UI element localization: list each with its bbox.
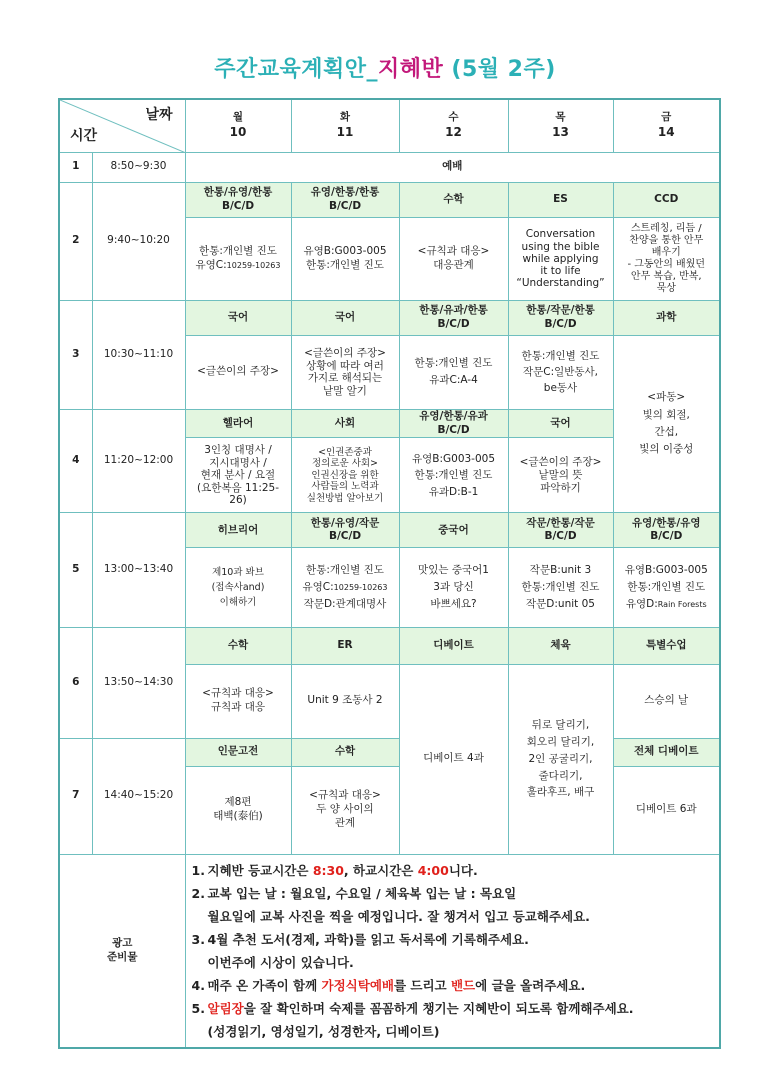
period-time: 9:40~10:20 (92, 182, 185, 300)
header-corner (59, 99, 185, 152)
content-cell: Unit 9 조동사 2 (291, 664, 399, 738)
content-cell: <인권존중과 정의로운 사회> 인권신장을 위한 사람들의 노력과 실천방법 알아보기 (291, 438, 399, 513)
notices-row (59, 854, 720, 1048)
subject-cell: 디베이트 (399, 627, 508, 664)
header-row (59, 99, 720, 152)
weekly-schedule-table (58, 98, 721, 1049)
subject-cell: 유영/한통/한통 B/C/D (291, 182, 399, 217)
content-cell: 스승의 날 (613, 664, 720, 738)
content-cell: 유영B:G003-005 한통:개인별 진도 유영D:Rain Forests (613, 548, 720, 627)
subject-cell: 수학 (291, 738, 399, 766)
day-header-mon: 월 10 (185, 99, 291, 152)
subject-cell: 국어 (185, 300, 291, 335)
content-cell: 한통:개인별 진도 작문C:일반동사, be동사 (508, 335, 613, 409)
content-cell: Conversation using the bible while applying it to life “Understanding” (508, 217, 613, 300)
content-cell: 맛있는 중국어1 3과 당신 바쁘세요? (399, 548, 508, 627)
day-header-tue: 화 11 (291, 99, 399, 152)
page-title: 주간교육계획안_지혜반 (5월 2주) (214, 57, 556, 82)
period-time: 10:30~11:10 (92, 300, 185, 409)
period-time: 13:00~13:40 (92, 513, 185, 627)
day-header-thu: 목 13 (508, 99, 613, 152)
period-number: 1 (59, 152, 92, 182)
notice-continuation: 월요일에 교복 사진을 찍을 예정입니다. 잘 챙겨서 입고 등교해주세요. (207, 908, 590, 924)
subject-cell: 수학 (399, 182, 508, 217)
subject-cell: 국어 (508, 409, 613, 438)
period-number: 4 (59, 409, 92, 513)
content-cell: <규칙과 대응> 대응관계 (399, 217, 508, 300)
subject-cell: 헬라어 (185, 409, 291, 438)
content-cell: 한통:개인별 진도 유과C:A-4 (399, 335, 508, 409)
date-axis-label: 날짜 (145, 107, 173, 123)
subject-cell: 사회 (291, 409, 399, 438)
subject-cell: 국어 (291, 300, 399, 335)
period-number: 2 (59, 182, 92, 300)
period-number: 6 (59, 627, 92, 738)
subject-cell: 수학 (185, 627, 291, 664)
content-cell: 작문B:unit 3 한통:개인별 진도 작문D:unit 05 (508, 548, 613, 627)
worship-cell: 예배 (185, 152, 720, 182)
content-cell: 뒤로 달리기, 회오리 달리기, 2인 공굴리기, 줄다리기, 훌라후프, 배구 (508, 664, 613, 854)
period-row-2-subjects (59, 182, 720, 217)
subject-cell: 특별수업 (613, 627, 720, 664)
content-cell: 한통:개인별 진도 유영C:10259-10263 작문D:관계대명사 (291, 548, 399, 627)
subject-cell: 인문고전 (185, 738, 291, 766)
day-header-wed: 수 12 (399, 99, 508, 152)
period-row-6-subjects (59, 627, 720, 664)
content-cell: 3인칭 대명사 / 지시대명사 / 현재 분사 / 요절 (요한복음 11:25- 26) (185, 438, 291, 513)
period-time: 14:40~15:20 (92, 738, 185, 854)
content-cell: 스트레칭, 리듬 / 찬양을 통한 안무 배우기 - 그동안의 배웠던 안무 복습, 반복, 묵상 (613, 217, 720, 300)
period-time: 8:50~9:30 (92, 152, 185, 182)
notices-label: 광고 준비물 (59, 854, 185, 1048)
content-cell: 제8편 태백(泰伯) (185, 766, 291, 854)
notice-item: 5. 알림장을 잘 확인하며 숙제를 꼼꼼하게 챙기는 지혜반이 되도록 함께해주세요. (191, 1000, 634, 1016)
content-cell: <글쓴이의 주장> 낱말의 뜻 파악하기 (508, 438, 613, 513)
subject-cell: 작문/한통/작문 B/C/D (508, 513, 613, 548)
content-cell: 디베이트 6과 (613, 766, 720, 854)
time-axis-label: 시간 (70, 128, 98, 145)
subject-cell: 한통/유과/한통 B/C/D (399, 300, 508, 335)
content-cell: <글쓴이의 주장> (185, 335, 291, 409)
period-row-7-subjects (59, 738, 720, 766)
content-cell: 한통:개인별 진도 유영C:10259-10263 (185, 217, 291, 300)
subject-cell: 한통/작문/한통 B/C/D (508, 300, 613, 335)
subject-cell: ER (291, 627, 399, 664)
subject-cell: 한통/유영/작문 B/C/D (291, 513, 399, 548)
content-cell: <규칙과 대응> 두 양 사이의 관계 (291, 766, 399, 854)
content-cell: <파동> 빛의 회절, 간섭, 빛의 이중성 (613, 335, 720, 513)
content-cell: 제10과 봐브 (접속사and) 이해하기 (185, 548, 291, 627)
subject-cell: 과학 (613, 300, 720, 335)
period-number: 7 (59, 738, 92, 854)
period-time: 13:50~14:30 (92, 627, 185, 738)
content-cell: <규칙과 대응> 규칙과 대응 (185, 664, 291, 738)
subject-cell: 전체 디베이트 (613, 738, 720, 766)
period-number: 3 (59, 300, 92, 409)
subject-cell: 중국어 (399, 513, 508, 548)
subject-cell: 히브리어 (185, 513, 291, 548)
content-cell: 디베이트 4과 (399, 664, 508, 854)
content-cell: 유영B:G003-005 한통:개인별 진도 유과D:B-1 (399, 438, 508, 513)
notice-continuation: 이번주에 시상이 있습니다. (207, 954, 354, 970)
period-time: 11:20~12:00 (92, 409, 185, 513)
notice-continuation: (성경읽기, 영성일기, 성경한자, 디베이트) (207, 1023, 440, 1039)
period-number: 5 (59, 513, 92, 627)
notices-list (185, 854, 720, 1048)
notice-item: 4. 매주 온 가족이 함께 가정식탁예배를 드리고 밴드에 글을 올려주세요. (191, 977, 586, 993)
subject-cell: ES (508, 182, 613, 217)
subject-cell: 한통/유영/한통 B/C/D (185, 182, 291, 217)
notice-item: 3. 4월 추천 도서(경제, 과학)를 읽고 독서록에 기록해주세요. (191, 931, 529, 947)
period-row-1 (59, 152, 720, 182)
notice-item: 1. 지혜반 등교시간은 8:30, 하교시간은 4:00니다. (191, 862, 478, 878)
period-row-3-subjects (59, 300, 720, 335)
day-header-fri: 금 14 (613, 99, 720, 152)
subject-cell: 유영/한통/유과 B/C/D (399, 409, 508, 438)
notice-item: 2. 교복 입는 날 : 월요일, 수요일 / 체육복 입는 날 : 목요일 (191, 885, 517, 901)
subject-cell: 체육 (508, 627, 613, 664)
period-row-5-subjects (59, 513, 720, 548)
subject-cell: CCD (613, 182, 720, 217)
content-cell: <글쓴이의 주장> 상황에 따라 여러 가지로 해석되는 낱말 알기 (291, 335, 399, 409)
content-cell: 유영B:G003-005 한통:개인별 진도 (291, 217, 399, 300)
subject-cell: 유영/한통/유영 B/C/D (613, 513, 720, 548)
